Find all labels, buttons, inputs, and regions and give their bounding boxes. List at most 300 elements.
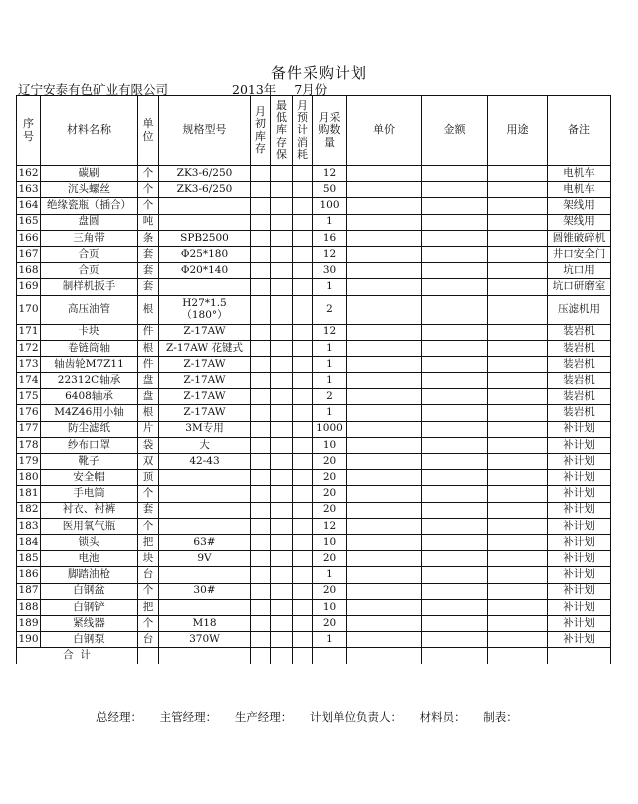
cell-seq: 183 <box>17 518 41 534</box>
cell-seq: 174 <box>17 373 41 389</box>
cell-spec: Z-17AW <box>159 389 251 405</box>
cell-seq: 182 <box>17 502 41 518</box>
signature-footer <box>96 709 532 725</box>
cell-seq: 173 <box>17 356 41 372</box>
header-forecast: 月 预 计 消 耗 <box>293 96 313 166</box>
cell-unit: 把 <box>138 599 159 615</box>
cell-seq: 184 <box>17 534 41 550</box>
cell-unit: 个 <box>138 182 159 198</box>
cell-min-stock <box>271 421 293 437</box>
cell-qty: 12 <box>313 518 347 534</box>
cell-use <box>488 486 548 502</box>
footer-materials-clerk: 材料员： <box>419 710 466 724</box>
cell-price <box>347 615 422 631</box>
table-row <box>17 615 611 631</box>
document-title: 备件采购计划 <box>270 64 367 82</box>
cell-amount <box>422 470 488 486</box>
cell-amount <box>422 502 488 518</box>
cell-unit: 台 <box>138 632 159 648</box>
cell-forecast <box>293 502 313 518</box>
cell-remark: 补计划 <box>548 583 611 599</box>
cell-amount <box>422 166 488 182</box>
cell-seq: 175 <box>17 389 41 405</box>
cell-name: 锁头 <box>41 534 138 550</box>
cell-seq: 163 <box>17 182 41 198</box>
cell-min-stock <box>271 279 293 295</box>
table-row <box>17 230 611 246</box>
cell-qty: 2 <box>313 389 347 405</box>
cell-use <box>488 518 548 534</box>
cell-use <box>488 632 548 648</box>
table-row <box>17 518 611 534</box>
header-min-stock: 最 低 库 存 保 <box>271 96 293 166</box>
cell-spec <box>159 279 251 295</box>
header-spec: 规格型号 <box>159 96 251 166</box>
cell-amount <box>422 632 488 648</box>
cell-spec: 3M专用 <box>159 421 251 437</box>
cell-remark: 补计划 <box>548 502 611 518</box>
table-row <box>17 324 611 340</box>
cell-remark: 补计划 <box>548 534 611 550</box>
cell-amount <box>422 615 488 631</box>
cell-min-stock <box>271 502 293 518</box>
cell-seq: 187 <box>17 583 41 599</box>
cell-amount <box>422 182 488 198</box>
total-cell <box>488 648 548 664</box>
cell-price <box>347 470 422 486</box>
cell-name: 合页 <box>41 263 138 279</box>
cell-spec <box>159 214 251 230</box>
cell-forecast <box>293 599 313 615</box>
cell-stock <box>251 373 271 389</box>
header-use: 用途 <box>488 96 548 166</box>
cell-seq: 164 <box>17 198 41 214</box>
cell-name: 纱布口罩 <box>41 437 138 453</box>
cell-price <box>347 373 422 389</box>
cell-forecast <box>293 263 313 279</box>
footer-general-manager: 总经理： <box>96 710 142 724</box>
cell-name: 白钢盆 <box>41 583 138 599</box>
footer-supervising-manager: 主管经理： <box>159 710 218 724</box>
cell-seq: 185 <box>17 551 41 567</box>
table-row <box>17 583 611 599</box>
cell-qty: 1 <box>313 373 347 389</box>
cell-spec <box>159 470 251 486</box>
cell-stock <box>251 246 271 262</box>
cell-forecast <box>293 551 313 567</box>
cell-name: 靴子 <box>41 454 138 470</box>
cell-qty: 1 <box>313 356 347 372</box>
cell-min-stock <box>271 356 293 372</box>
cell-price <box>347 454 422 470</box>
table-row <box>17 421 611 437</box>
cell-unit: 套 <box>138 263 159 279</box>
cell-unit: 套 <box>138 246 159 262</box>
cell-seq: 178 <box>17 437 41 453</box>
cell-amount <box>422 373 488 389</box>
cell-min-stock <box>271 198 293 214</box>
cell-stock <box>251 182 271 198</box>
cell-stock <box>251 502 271 518</box>
cell-remark: 压滤机用 <box>548 295 611 324</box>
cell-seq: 166 <box>17 230 41 246</box>
cell-amount <box>422 324 488 340</box>
cell-use <box>488 324 548 340</box>
cell-qty: 30 <box>313 263 347 279</box>
cell-use <box>488 615 548 631</box>
table-row <box>17 166 611 182</box>
cell-name: 合页 <box>41 246 138 262</box>
cell-min-stock <box>271 518 293 534</box>
cell-min-stock <box>271 295 293 324</box>
cell-forecast <box>293 421 313 437</box>
cell-price <box>347 632 422 648</box>
cell-name: 白钢泵 <box>41 632 138 648</box>
cell-remark: 坑口研磨室 <box>548 279 611 295</box>
cell-use <box>488 230 548 246</box>
total-cell <box>159 648 251 664</box>
cell-unit: 根 <box>138 405 159 421</box>
plan-year: 2013年 <box>232 82 277 97</box>
cell-amount <box>422 518 488 534</box>
company-name: 辽宁安泰有色矿业有限公司 <box>18 82 169 97</box>
cell-min-stock <box>271 182 293 198</box>
cell-price <box>347 230 422 246</box>
cell-price <box>347 340 422 356</box>
cell-price <box>347 421 422 437</box>
cell-qty: 20 <box>313 486 347 502</box>
cell-forecast <box>293 615 313 631</box>
cell-min-stock <box>271 551 293 567</box>
cell-use <box>488 437 548 453</box>
cell-spec: 370W <box>159 632 251 648</box>
cell-price <box>347 279 422 295</box>
cell-name: 衬衣、衬裤 <box>41 502 138 518</box>
cell-stock <box>251 340 271 356</box>
cell-min-stock <box>271 373 293 389</box>
cell-use <box>488 389 548 405</box>
cell-name: 高压油管 <box>41 295 138 324</box>
table-row <box>17 470 611 486</box>
cell-price <box>347 324 422 340</box>
cell-min-stock <box>271 632 293 648</box>
cell-seq: 172 <box>17 340 41 356</box>
cell-remark: 装岩机 <box>548 340 611 356</box>
cell-stock <box>251 356 271 372</box>
cell-forecast <box>293 373 313 389</box>
cell-price <box>347 437 422 453</box>
cell-seq: 171 <box>17 324 41 340</box>
cell-forecast <box>293 486 313 502</box>
cell-seq: 188 <box>17 599 41 615</box>
footer-plan-unit-head: 计划单位负责人： <box>309 710 402 724</box>
cell-remark: 补计划 <box>548 470 611 486</box>
cell-unit: 双 <box>138 454 159 470</box>
cell-use <box>488 214 548 230</box>
cell-seq: 162 <box>17 166 41 182</box>
cell-unit: 吨 <box>138 214 159 230</box>
header-price: 单价 <box>347 96 422 166</box>
cell-unit: 顶 <box>138 470 159 486</box>
cell-remark: 装岩机 <box>548 389 611 405</box>
cell-remark: 电机车 <box>548 166 611 182</box>
cell-forecast <box>293 246 313 262</box>
cell-stock <box>251 405 271 421</box>
header-stock: 月 初 库 存 <box>251 96 271 166</box>
cell-qty: 1 <box>313 279 347 295</box>
cell-spec <box>159 599 251 615</box>
cell-spec: Z-17AW <box>159 324 251 340</box>
cell-seq: 179 <box>17 454 41 470</box>
cell-spec: H27*1.5 （180°） <box>159 295 251 324</box>
cell-amount <box>422 279 488 295</box>
cell-use <box>488 405 548 421</box>
cell-price <box>347 295 422 324</box>
total-cell <box>347 648 422 664</box>
cell-stock <box>251 599 271 615</box>
cell-qty: 12 <box>313 324 347 340</box>
cell-min-stock <box>271 246 293 262</box>
total-cell <box>313 648 347 664</box>
cell-amount <box>422 246 488 262</box>
cell-qty: 1 <box>313 405 347 421</box>
cell-amount <box>422 551 488 567</box>
cell-stock <box>251 454 271 470</box>
cell-price <box>347 583 422 599</box>
table-row <box>17 632 611 648</box>
cell-stock <box>251 632 271 648</box>
table-row <box>17 182 611 198</box>
cell-seq: 170 <box>17 295 41 324</box>
plan-month: 7月份 <box>294 82 328 97</box>
footer-production-manager: 生产经理： <box>234 710 293 724</box>
cell-seq: 176 <box>17 405 41 421</box>
table-row <box>17 502 611 518</box>
cell-min-stock <box>271 405 293 421</box>
cell-spec <box>159 486 251 502</box>
table-row <box>17 356 611 372</box>
table-row <box>17 534 611 550</box>
cell-unit: 根 <box>138 340 159 356</box>
cell-spec <box>159 502 251 518</box>
cell-unit: 件 <box>138 356 159 372</box>
cell-qty: 12 <box>313 166 347 182</box>
cell-spec: 42-43 <box>159 454 251 470</box>
cell-stock <box>251 389 271 405</box>
cell-amount <box>422 534 488 550</box>
cell-seq: 168 <box>17 263 41 279</box>
cell-forecast <box>293 405 313 421</box>
table-row <box>17 198 611 214</box>
cell-min-stock <box>271 615 293 631</box>
cell-unit: 把 <box>138 534 159 550</box>
cell-stock <box>251 214 271 230</box>
cell-unit: 个 <box>138 518 159 534</box>
cell-stock <box>251 421 271 437</box>
cell-use <box>488 470 548 486</box>
cell-qty: 1 <box>313 340 347 356</box>
cell-forecast <box>293 389 313 405</box>
cell-unit: 条 <box>138 230 159 246</box>
cell-stock <box>251 534 271 550</box>
cell-use <box>488 567 548 583</box>
cell-price <box>347 534 422 550</box>
cell-remark: 坑口用 <box>548 263 611 279</box>
cell-spec: ZK3-6/250 <box>159 182 251 198</box>
cell-amount <box>422 389 488 405</box>
cell-qty: 100 <box>313 198 347 214</box>
cell-qty: 2 <box>313 295 347 324</box>
cell-unit: 个 <box>138 615 159 631</box>
table-row <box>17 599 611 615</box>
cell-price <box>347 518 422 534</box>
cell-spec: Z-17AW <box>159 405 251 421</box>
cell-name: 三角带 <box>41 230 138 246</box>
cell-name: 医用氧气瓶 <box>41 518 138 534</box>
cell-name: 6408轴承 <box>41 389 138 405</box>
cell-stock <box>251 230 271 246</box>
cell-use <box>488 502 548 518</box>
cell-price <box>347 389 422 405</box>
table-row <box>17 295 611 324</box>
cell-name: 轴齿轮M7Z11 <box>41 356 138 372</box>
cell-amount <box>422 583 488 599</box>
cell-use <box>488 279 548 295</box>
cell-amount <box>422 356 488 372</box>
cell-unit: 个 <box>138 583 159 599</box>
cell-qty: 1 <box>313 214 347 230</box>
cell-amount <box>422 263 488 279</box>
cell-remark: 装岩机 <box>548 405 611 421</box>
cell-forecast <box>293 632 313 648</box>
total-row <box>17 648 611 664</box>
cell-use <box>488 454 548 470</box>
cell-remark: 装岩机 <box>548 356 611 372</box>
table-row <box>17 373 611 389</box>
cell-stock <box>251 518 271 534</box>
cell-remark: 补计划 <box>548 599 611 615</box>
cell-remark: 补计划 <box>548 551 611 567</box>
cell-min-stock <box>271 263 293 279</box>
header-remark: 备注 <box>548 96 611 166</box>
purchase-plan-table <box>16 95 611 664</box>
cell-spec: 9V <box>159 551 251 567</box>
cell-use <box>488 340 548 356</box>
cell-use <box>488 373 548 389</box>
cell-forecast <box>293 454 313 470</box>
cell-name: 22312C轴承 <box>41 373 138 389</box>
cell-unit: 盘 <box>138 389 159 405</box>
cell-remark: 补计划 <box>548 615 611 631</box>
cell-spec: Φ25*180 <box>159 246 251 262</box>
cell-min-stock <box>271 214 293 230</box>
cell-amount <box>422 295 488 324</box>
cell-min-stock <box>271 230 293 246</box>
cell-spec <box>159 567 251 583</box>
cell-unit: 套 <box>138 279 159 295</box>
cell-stock <box>251 551 271 567</box>
cell-unit: 片 <box>138 421 159 437</box>
cell-seq: 189 <box>17 615 41 631</box>
table-row <box>17 279 611 295</box>
cell-stock <box>251 324 271 340</box>
cell-remark: 补计划 <box>548 518 611 534</box>
cell-min-stock <box>271 567 293 583</box>
cell-price <box>347 405 422 421</box>
cell-name: 制样机扳手 <box>41 279 138 295</box>
cell-seq: 167 <box>17 246 41 262</box>
cell-spec: Z-17AW <box>159 356 251 372</box>
cell-use <box>488 182 548 198</box>
table-row <box>17 551 611 567</box>
cell-unit: 个 <box>138 198 159 214</box>
cell-forecast <box>293 583 313 599</box>
cell-amount <box>422 454 488 470</box>
cell-amount <box>422 340 488 356</box>
cell-name: 碳刷 <box>41 166 138 182</box>
cell-stock <box>251 583 271 599</box>
total-cell <box>548 648 611 664</box>
table-row <box>17 214 611 230</box>
cell-remark: 装岩机 <box>548 373 611 389</box>
cell-remark: 井口安全门 <box>548 246 611 262</box>
cell-unit: 台 <box>138 567 159 583</box>
cell-price <box>347 198 422 214</box>
cell-qty: 20 <box>313 454 347 470</box>
cell-forecast <box>293 518 313 534</box>
cell-forecast <box>293 567 313 583</box>
cell-stock <box>251 166 271 182</box>
header-amount: 金额 <box>422 96 488 166</box>
cell-amount <box>422 421 488 437</box>
cell-forecast <box>293 324 313 340</box>
cell-use <box>488 534 548 550</box>
cell-seq: 190 <box>17 632 41 648</box>
cell-spec: SPB2500 <box>159 230 251 246</box>
cell-remark: 架线用 <box>548 214 611 230</box>
total-cell <box>422 648 488 664</box>
cell-amount <box>422 230 488 246</box>
header-name: 材料名称 <box>41 96 138 166</box>
cell-unit: 件 <box>138 324 159 340</box>
cell-spec: M18 <box>159 615 251 631</box>
cell-unit: 套 <box>138 502 159 518</box>
table-row <box>17 454 611 470</box>
cell-stock <box>251 198 271 214</box>
cell-price <box>347 486 422 502</box>
cell-spec: ZK3-6/250 <box>159 166 251 182</box>
cell-qty: 12 <box>313 246 347 262</box>
table-row <box>17 246 611 262</box>
cell-remark: 补计划 <box>548 454 611 470</box>
cell-min-stock <box>271 454 293 470</box>
cell-forecast <box>293 470 313 486</box>
cell-use <box>488 166 548 182</box>
cell-stock <box>251 295 271 324</box>
cell-use <box>488 198 548 214</box>
cell-name: 脚踏油枪 <box>41 567 138 583</box>
cell-remark: 补计划 <box>548 567 611 583</box>
cell-name: 紧线器 <box>41 615 138 631</box>
cell-price <box>347 182 422 198</box>
cell-unit: 盘 <box>138 373 159 389</box>
table-row <box>17 486 611 502</box>
table-row <box>17 567 611 583</box>
cell-spec <box>159 198 251 214</box>
cell-qty: 20 <box>313 583 347 599</box>
cell-amount <box>422 214 488 230</box>
cell-min-stock <box>271 534 293 550</box>
